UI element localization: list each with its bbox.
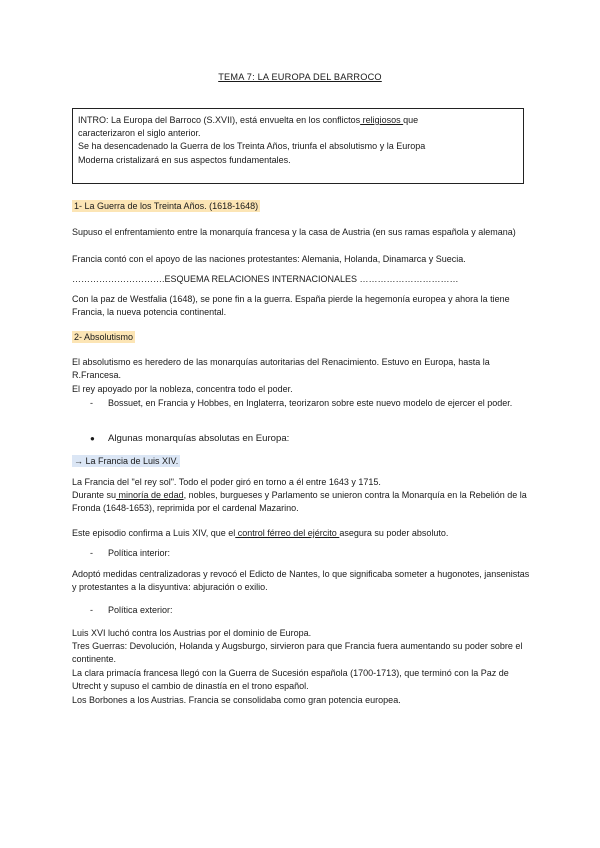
section-2-paragraph: El rey apoyado por la nobleza, concentra todo el poder.: [72, 384, 293, 394]
underlined-phrase: control férreo del ejército: [235, 528, 340, 538]
section-2-paragraph: Tres Guerras: Devolución, Holanda y Augsburgo, sirvieron para que Francia fuera aumentando su poder sobre el continente.: [72, 641, 523, 665]
intro-line-1: [78, 114, 518, 127]
intro-text: caracterizaron el siglo anterior.: [78, 128, 201, 139]
subheading: [72, 455, 532, 468]
dash-item-text: Política exterior:: [108, 605, 173, 615]
section-2-paragraph: Adoptó medidas centralizadoras y revocó el Edicto de Nantes, lo que significaba someter a hugonotes, jansenistas y protestantes a la disyuntiva: abjuración o exilio.: [72, 569, 530, 593]
section-2-paragraph: La Francia del "el rey sol". Todo el poder giró en torno a él entre 1643 y 1715.: [72, 477, 381, 487]
dash-item-text: Bossuet, en Francia y Hobbes, en Inglaterra, teorizaron sobre este nuevo modelo de ejercer el poder.: [108, 398, 513, 408]
intro-text: INTRO: La Europa del Barroco (S.XVII), está envuelta en los conflictos: [78, 115, 361, 125]
section-1-heading-text: 1- La Guerra de los Treinta Años. (1618-1648): [74, 201, 259, 211]
section-2-paragraph: El absolutismo es heredero de las monarquías autoritarias del Renacimiento. Estuvo en Europa, hasta la R.Francesa.: [72, 357, 490, 381]
schema-line: ………………………….ESQUEMA RELACIONES INTERNACIONALES ……………………………: [72, 274, 459, 284]
bullet-item-text: Algunas monarquías absolutas en Europa:: [108, 433, 290, 444]
section-2-paragraph: [72, 489, 532, 515]
dash-marker: -: [90, 548, 93, 558]
underlined-phrase: minoría de edad: [116, 490, 184, 500]
paragraph-text: asegura su poder absoluto.: [339, 528, 449, 538]
dash-marker: -: [90, 398, 93, 408]
section-2-paragraph: Los Borbones a los Austrias. Francia se consolidaba como gran potencia europea.: [72, 695, 401, 705]
intro-text: que: [403, 115, 419, 125]
page-title: TEMA 7: LA EUROPA DEL BARROCO: [218, 72, 382, 82]
intro-box: [72, 108, 524, 184]
dash-list-item: [90, 604, 530, 617]
intro-line-2: [78, 127, 518, 140]
paragraph-text: , nobles, burgueses y Parlamento se unieron contra la Monarquía en la Rebelión de la Fronda (1648-1653), reprimida por el cardenal Mazarino.: [72, 490, 527, 514]
intro-underlined-word: religiosos: [360, 115, 404, 125]
dash-item-text: Política interior:: [108, 548, 171, 558]
intro-line-3: Se ha desencadenado la Guerra de los Treinta Años, triunfa el absolutismo y la Europa: [78, 141, 426, 152]
dash-list-item: [90, 547, 530, 560]
section-1-heading: [72, 200, 532, 213]
section-1-paragraph: Supuso el enfrentamiento entre la monarquía francesa y la casa de Austria (en sus ramas española y alemana): [72, 227, 516, 237]
dash-marker: -: [90, 605, 93, 615]
paragraph-text: Durante su: [72, 490, 117, 500]
section-2-paragraph: La clara primacía francesa llegó con la Guerra de Sucesión española (1700-1713), que terminó con la Paz de Utrecht y supuso el cambio de dinastía en el trono español.: [72, 668, 509, 692]
intro-line-4: Moderna cristalizará en sus aspectos fundamentales.: [78, 154, 291, 165]
section-2-heading: [72, 331, 532, 344]
dash-list-item: [90, 397, 530, 410]
section-1-paragraph: Con la paz de Westfalia (1648), se pone fin a la guerra. España pierde la hegemonía europea y ahora la tiene Francia, la nueva potencia continental.: [72, 294, 510, 318]
bullet-list-item: [90, 432, 530, 445]
paragraph-text: Este episodio confirma a Luis XIV, que el: [72, 528, 236, 538]
section-1-paragraph: Francia contó con el apoyo de las naciones protestantes: Alemania, Holanda, Dinamarca y Suecia.: [72, 254, 466, 264]
section-2-paragraph: [72, 527, 532, 540]
subheading-text: → La Francia de Luis XIV.: [74, 456, 179, 466]
section-2-heading-text: 2- Absolutismo: [74, 332, 134, 342]
bullet-icon: ●: [90, 434, 95, 443]
section-2-paragraph: Luis XVI luchó contra los Austrias por el dominio de Europa.: [72, 628, 312, 638]
